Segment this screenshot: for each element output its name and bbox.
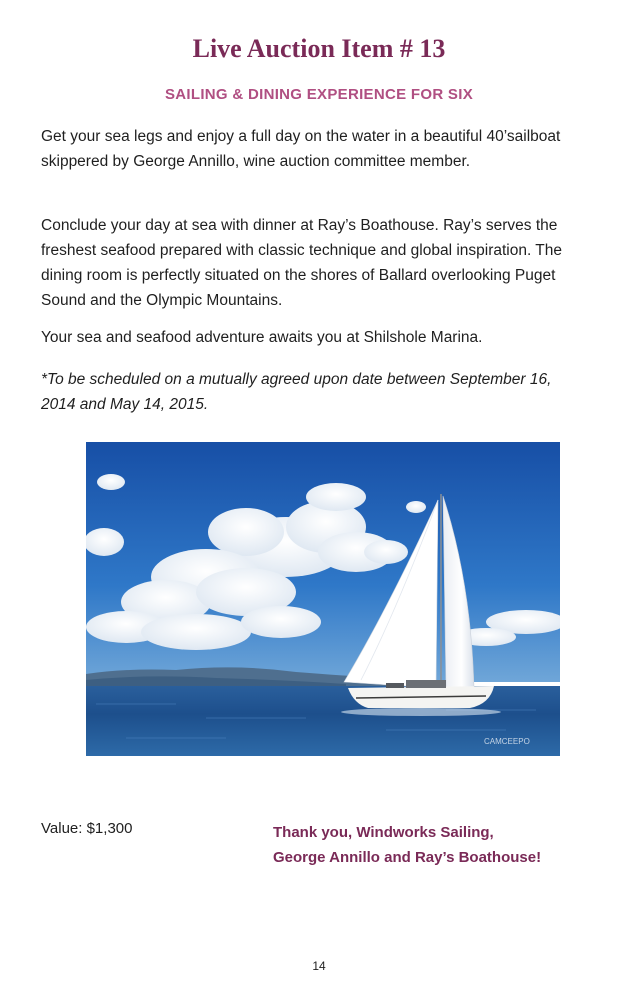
page-number: 14 [312, 959, 326, 973]
page-title: Live Auction Item # 13 [192, 34, 446, 63]
description-paragraph-2: Conclude your day at sea with dinner at Ray’s Boathouse. Ray’s serves the freshest seafood prepared with classic technique and global inspiration. The dining room is perfectly situated on the shores of Ballard overlooking Puget Sound and the Olympic Mountains. [41, 217, 563, 309]
scheduling-note: *To be scheduled on a mutually agreed upon date between September 16, 2014 and May 14, 2015. [41, 371, 552, 413]
sailboat-photo [86, 442, 560, 756]
photo-watermark: CAMCEEPO [484, 737, 530, 746]
item-subtitle: SAILING & DINING EXPERIENCE FOR SIX [164, 86, 474, 103]
item-value: Value: $1,300 [41, 820, 133, 837]
thank-you-line-2: George Annillo and Ray’s Boathouse! [273, 849, 542, 866]
description-paragraph-1: Get your sea legs and enjoy a full day on the water in a beautiful 40’sailboat skippered by George Annillo, wine auction committee member. [41, 128, 561, 170]
description-paragraph-3: Your sea and seafood adventure awaits you at Shilshole Marina. [41, 329, 483, 346]
thank-you-line-1: Thank you, Windworks Sailing, [273, 824, 494, 841]
thank-you-note [273, 820, 541, 870]
